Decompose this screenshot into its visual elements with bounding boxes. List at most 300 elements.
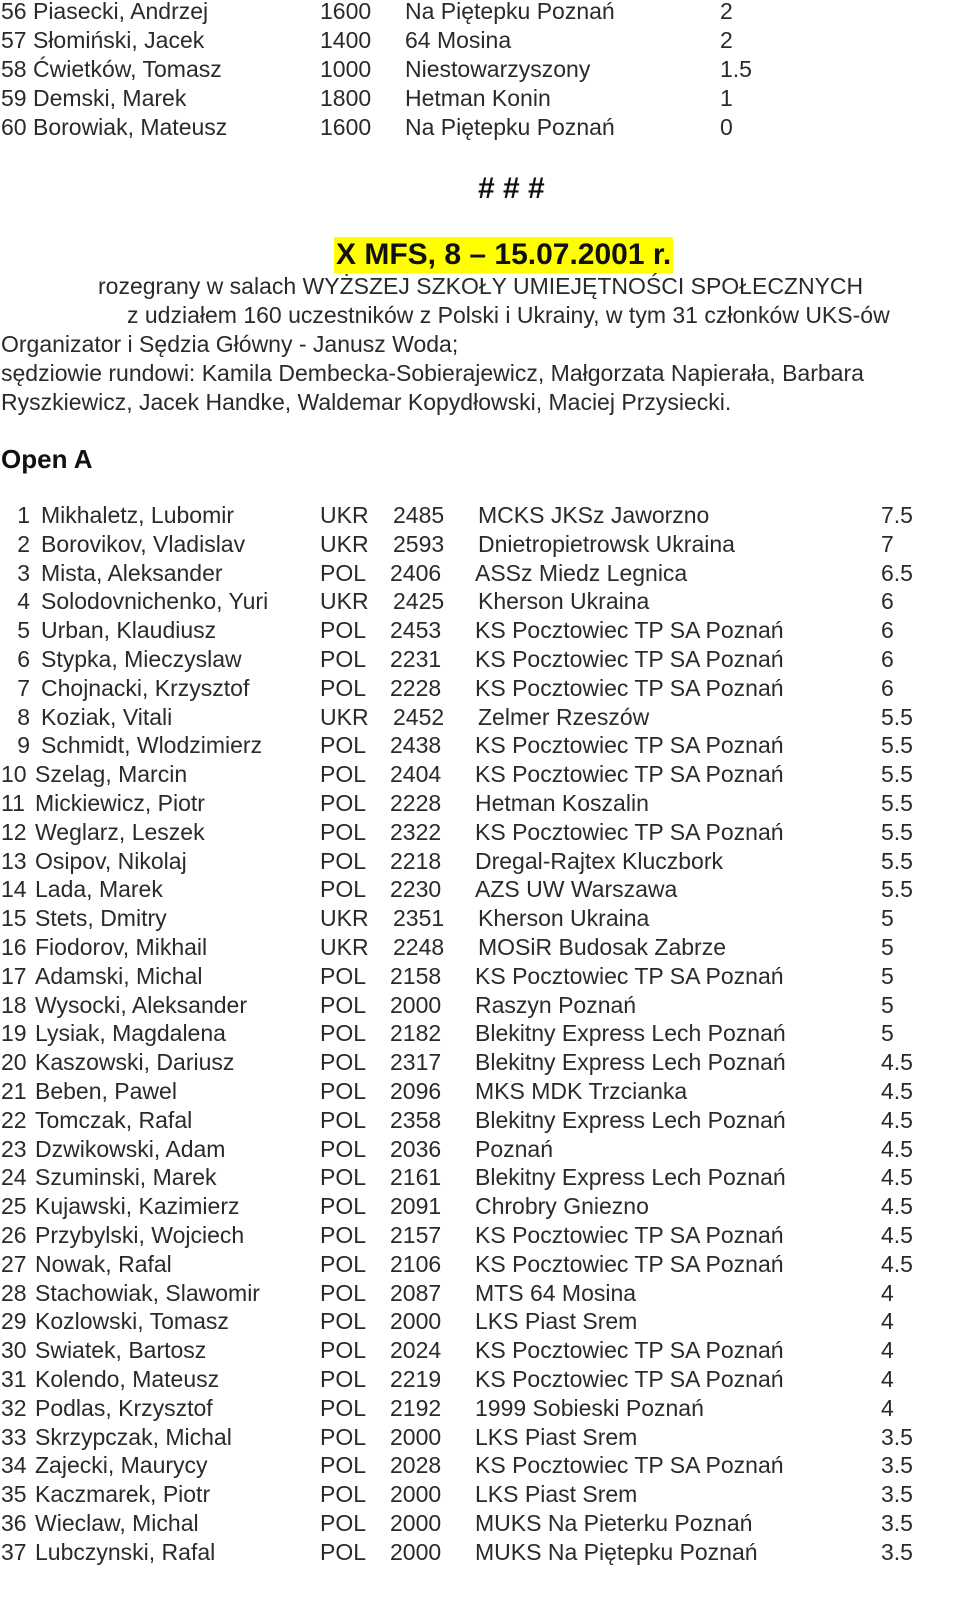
- result-points: 3.5: [881, 1452, 913, 1479]
- result-points: 4.5: [881, 1222, 913, 1248]
- result-player-name: Kaszowski, Dariusz: [35, 1049, 235, 1076]
- result-rank: 18: [1, 991, 27, 1018]
- result-club: MKS MDK Trzcianka: [475, 1078, 688, 1104]
- result-row: [0, 789, 960, 818]
- result-row: [0, 962, 960, 991]
- result-row: [0, 1394, 960, 1423]
- result-country: POL: [320, 1279, 367, 1306]
- result-rating: 2438: [390, 732, 442, 759]
- result-rank: 33: [1, 1423, 27, 1450]
- result-rank: 4: [17, 588, 30, 615]
- event-arbiters-line: sędziowie rundowi: Kamila Dembecka-Sobierajewicz, Małgorzata Napierała, Barbara: [1, 360, 864, 386]
- result-points: 4.5: [881, 1078, 913, 1104]
- result-row: [0, 1019, 960, 1048]
- result-rating: 2000: [390, 1510, 442, 1536]
- previous-result-club: Na Piętерku Poznań: [405, 114, 615, 140]
- result-club: KS Pocztowiec TP SA Poznań: [475, 1366, 784, 1392]
- result-row: [0, 587, 960, 616]
- result-points: 5: [881, 991, 894, 1018]
- result-player-name: Chojnacki, Krzysztof: [41, 674, 250, 701]
- result-row: [0, 933, 960, 962]
- result-row: [0, 559, 960, 588]
- result-points: 5: [881, 934, 894, 960]
- result-rating: 2453: [390, 617, 442, 644]
- result-rating: 2000: [390, 1481, 442, 1508]
- result-rating: 2087: [390, 1279, 442, 1306]
- result-country: POL: [320, 1164, 367, 1191]
- result-rank: 9: [17, 732, 30, 759]
- result-country: POL: [320, 559, 367, 586]
- result-points: 3.5: [881, 1510, 913, 1536]
- previous-result-player: [1, 0, 208, 26]
- result-rating: 2231: [390, 646, 442, 672]
- result-rank: 32: [1, 1394, 27, 1421]
- result-country: POL: [320, 1020, 367, 1047]
- result-rating: 2230: [390, 876, 442, 903]
- result-points: 5: [881, 962, 894, 989]
- result-player-name: Koziak, Vitali: [41, 703, 173, 730]
- result-rank: 28: [1, 1279, 27, 1306]
- result-player-name: Lada, Marek: [35, 876, 163, 903]
- result-rank: 10: [1, 761, 27, 788]
- result-rank: 31: [1, 1366, 27, 1392]
- result-rank: 19: [1, 1020, 27, 1047]
- result-club: Chrobry Gniezno: [475, 1193, 649, 1220]
- result-points: 4: [881, 1394, 894, 1421]
- result-country: POL: [320, 876, 367, 903]
- result-points: 4.5: [881, 1049, 913, 1076]
- result-rating: 2028: [390, 1452, 442, 1479]
- result-club: Kherson Ukraina: [478, 588, 650, 615]
- result-row: [0, 1365, 960, 1394]
- previous-result-player: [1, 26, 204, 55]
- result-row: [0, 1048, 960, 1077]
- result-player-name: Schmidt, Wlodzimierz: [41, 732, 263, 759]
- result-row: [0, 703, 960, 732]
- result-rank: 23: [1, 1135, 27, 1162]
- previous-result-player: [1, 55, 222, 84]
- section-separator: # # #: [478, 172, 545, 205]
- result-rating: 2000: [390, 1423, 442, 1450]
- result-rating: 2358: [390, 1106, 442, 1133]
- result-row: [0, 1106, 960, 1135]
- result-country: UKR: [320, 530, 369, 557]
- previous-result-club: 64 Mosina: [405, 27, 512, 53]
- result-player-name: Kolendo, Mateusz: [35, 1366, 220, 1392]
- result-rank: 34: [1, 1452, 27, 1479]
- result-club: MOSiR Budosak Zabrze: [478, 934, 726, 960]
- previous-result-row: [0, 113, 960, 142]
- previous-result-points: 2: [720, 0, 733, 24]
- result-row: [0, 1538, 960, 1567]
- result-rank: 7: [17, 674, 30, 701]
- result-points: 6.5: [881, 559, 913, 586]
- result-country: POL: [320, 1106, 367, 1133]
- result-player-name: Stets, Dmitry: [35, 905, 167, 932]
- result-club: KS Pocztowiec TP SA Poznań: [475, 1250, 784, 1277]
- result-rating: 2228: [390, 790, 442, 816]
- result-rating: 2182: [390, 1020, 442, 1047]
- result-country: UKR: [320, 703, 369, 730]
- result-club: Blekitny Express Lech Poznań: [475, 1020, 786, 1047]
- previous-result-player: [1, 113, 227, 142]
- result-rank: 12: [1, 818, 27, 845]
- section-title-open-a: Open A: [1, 444, 93, 474]
- result-player-name: Kozlowski, Tomasz: [35, 1308, 229, 1335]
- result-points: 5.5: [881, 761, 913, 788]
- result-club: KS Pocztowiec TP SA Poznań: [475, 1222, 784, 1248]
- result-points: 4.5: [881, 1106, 913, 1133]
- result-rank: 30: [1, 1337, 27, 1364]
- result-player-name: Mista, Aleksander: [41, 559, 223, 586]
- result-club: Dnietropietrowsk Ukraina: [478, 530, 735, 557]
- result-rating: 2485: [393, 502, 445, 528]
- result-row: [0, 1135, 960, 1164]
- result-club: KS Pocztowiec TP SA Poznań: [475, 674, 784, 701]
- result-player-name: Urban, Klaudiusz: [41, 617, 217, 644]
- result-country: UKR: [320, 934, 369, 960]
- previous-result-rank: 59: [1, 85, 27, 111]
- result-points: 5.5: [881, 703, 913, 730]
- previous-result-points: 0: [720, 114, 733, 140]
- result-row: [0, 991, 960, 1020]
- result-rank: 17: [1, 962, 27, 989]
- result-player-name: Wysocki, Aleksander: [35, 991, 247, 1018]
- result-row: [0, 1192, 960, 1221]
- event-arbiters-line-continued: Ryszkiewicz, Jacek Handke, Waldemar Kopydłowski, Maciej Przysiecki.: [1, 389, 732, 415]
- result-rating: 2452: [393, 703, 445, 730]
- result-row: [0, 501, 960, 530]
- previous-result-rank: 56: [1, 0, 27, 24]
- result-player-name: Lysiak, Magdalena: [35, 1020, 226, 1047]
- result-rank: 24: [1, 1164, 27, 1191]
- result-rank: 15: [1, 905, 27, 932]
- result-club: Poznań: [475, 1135, 554, 1162]
- result-rating: 2096: [390, 1078, 442, 1104]
- result-points: 4: [881, 1366, 894, 1392]
- result-row: [0, 760, 960, 789]
- result-row: [0, 1451, 960, 1480]
- result-country: POL: [320, 1135, 367, 1162]
- result-rank: 13: [1, 847, 27, 874]
- previous-result-row: [0, 55, 960, 84]
- result-country: UKR: [320, 905, 369, 932]
- previous-result-rank: 58: [1, 56, 27, 82]
- result-player-name: Skrzypczak, Michal: [35, 1423, 232, 1450]
- previous-result-rating: 1400: [320, 27, 372, 53]
- result-club: KS Pocztowiec TP SA Poznań: [475, 1337, 784, 1364]
- result-points: 4: [881, 1337, 894, 1364]
- result-points: 3.5: [881, 1481, 913, 1508]
- previous-result-club: Niestowarzyszony: [405, 56, 591, 82]
- result-row: [0, 645, 960, 674]
- result-country: POL: [320, 1308, 367, 1335]
- result-rating: 2000: [390, 1538, 442, 1565]
- result-points: 3.5: [881, 1538, 913, 1565]
- result-club: Blekitny Express Lech Poznań: [475, 1164, 786, 1191]
- result-player-name: Podlas, Krzysztof: [35, 1394, 213, 1421]
- result-points: 6: [881, 674, 894, 701]
- result-points: 4.5: [881, 1193, 913, 1220]
- event-organizer-line: Organizator i Sędzia Główny - Janusz Woda;: [1, 331, 459, 357]
- result-points: 4: [881, 1279, 894, 1306]
- result-rank: 35: [1, 1481, 27, 1508]
- result-rating: 2000: [390, 1308, 442, 1335]
- previous-result-rank: 60: [1, 114, 27, 140]
- result-country: POL: [320, 1049, 367, 1076]
- result-club: KS Pocztowiec TP SA Poznań: [475, 761, 784, 788]
- result-country: POL: [320, 1250, 367, 1277]
- result-rank: 14: [1, 876, 27, 903]
- result-club: KS Pocztowiec TP SA Poznań: [475, 617, 784, 644]
- result-club: Zelmer Rzeszów: [478, 703, 650, 730]
- result-country: UKR: [320, 588, 369, 615]
- result-player-name: Mickiewicz, Piotr: [35, 790, 205, 816]
- result-rating: 2219: [390, 1366, 442, 1392]
- result-rating: 2091: [390, 1193, 442, 1220]
- result-rank: 2: [17, 530, 30, 557]
- result-rank: 16: [1, 934, 27, 960]
- previous-result-points: 2: [720, 27, 733, 53]
- result-points: 6: [881, 617, 894, 644]
- previous-result-rating: 1000: [320, 56, 372, 82]
- previous-result-name: Demski, Marek: [32, 85, 187, 111]
- result-club: Raszyn Poznań: [475, 991, 637, 1018]
- result-country: POL: [320, 991, 367, 1018]
- result-rank: 22: [1, 1106, 27, 1133]
- result-points: 3.5: [881, 1423, 913, 1450]
- result-club: 1999 Sobieski Poznań: [475, 1394, 704, 1421]
- result-rating: 2036: [390, 1135, 442, 1162]
- result-row: [0, 530, 960, 559]
- result-club: LKS Piast Srem: [475, 1308, 638, 1335]
- result-club: MUKS Na Piętерku Poznań: [475, 1538, 758, 1565]
- result-country: POL: [320, 1538, 367, 1565]
- result-row: [0, 818, 960, 847]
- result-country: POL: [320, 732, 367, 759]
- result-rank: 26: [1, 1222, 27, 1248]
- result-points: 5.5: [881, 876, 913, 903]
- result-country: POL: [320, 761, 367, 788]
- result-country: UKR: [320, 502, 369, 528]
- previous-result-row: [0, 84, 960, 113]
- previous-result-points: 1: [720, 85, 733, 111]
- result-rank: 27: [1, 1250, 27, 1277]
- result-rank: 29: [1, 1308, 27, 1335]
- result-rating: 2228: [390, 674, 442, 701]
- previous-result-player: [1, 84, 186, 113]
- result-club: KS Pocztowiec TP SA Poznań: [475, 818, 784, 845]
- result-country: POL: [320, 1481, 367, 1508]
- result-rank: 36: [1, 1510, 27, 1536]
- result-rating: 2192: [390, 1394, 442, 1421]
- previous-result-club: Na Piętерku Poznań: [405, 0, 615, 24]
- result-country: POL: [320, 1423, 367, 1450]
- result-player-name: Kujawski, Kazimierz: [35, 1193, 240, 1220]
- result-rating: 2404: [390, 761, 442, 788]
- result-player-name: Nowak, Rafal: [35, 1250, 172, 1277]
- result-points: 4.5: [881, 1135, 913, 1162]
- result-rank: 6: [17, 646, 30, 672]
- result-rank: 37: [1, 1538, 27, 1565]
- result-row: [0, 616, 960, 645]
- result-country: POL: [320, 1337, 367, 1364]
- result-player-name: Solodovnichenko, Yuri: [41, 588, 269, 615]
- result-points: 4.5: [881, 1250, 913, 1277]
- result-player-name: Tomczak, Rafal: [35, 1106, 193, 1133]
- result-country: POL: [320, 790, 367, 816]
- result-player-name: Fiodorov, Mikhail: [35, 934, 208, 960]
- result-country: POL: [320, 962, 367, 989]
- result-row: [0, 1307, 960, 1336]
- result-player-name: Szuminski, Marek: [35, 1164, 217, 1191]
- result-country: POL: [320, 818, 367, 845]
- result-points: 5.5: [881, 847, 913, 874]
- result-club: KS Pocztowiec TP SA Poznań: [475, 1452, 784, 1479]
- result-points: 5.5: [881, 818, 913, 845]
- result-player-name: Zajecki, Maurycy: [35, 1452, 208, 1479]
- result-player-name: Mikhaletz, Lubomir: [41, 502, 235, 528]
- result-rating: 2406: [390, 559, 442, 586]
- result-points: 5.5: [881, 790, 913, 816]
- result-rank: 21: [1, 1078, 27, 1104]
- result-player-name: Wieclaw, Michal: [35, 1510, 199, 1536]
- result-player-name: Swiatek, Bartosz: [35, 1337, 207, 1364]
- result-player-name: Lubczynski, Rafal: [35, 1538, 216, 1565]
- result-rank: 11: [1, 790, 25, 816]
- result-row: [0, 1509, 960, 1538]
- result-country: POL: [320, 674, 367, 701]
- result-row: [0, 875, 960, 904]
- result-points: 5: [881, 905, 894, 932]
- result-club: KS Pocztowiec TP SA Poznań: [475, 962, 784, 989]
- result-points: 4: [881, 1308, 894, 1335]
- result-rating: 2158: [390, 962, 442, 989]
- result-row: [0, 731, 960, 760]
- result-points: 6: [881, 588, 894, 615]
- result-country: POL: [320, 1366, 367, 1392]
- previous-result-row: [0, 26, 960, 55]
- result-club: AZS UW Warszawa: [475, 876, 678, 903]
- event-venue-line: rozegrany w salach WYŻSZEJ SZKOŁY UMIEJĘTNOŚCI SPOŁECZNYCH: [98, 273, 864, 299]
- result-club: ASSz Miedz Legnica: [475, 559, 688, 586]
- result-club: LKS Piast Srem: [475, 1423, 638, 1450]
- result-rating: 2218: [390, 847, 442, 874]
- previous-result-name: Ćwietków, Tomasz: [32, 56, 222, 82]
- result-points: 7.5: [881, 502, 913, 528]
- previous-result-rating: 1600: [320, 0, 372, 24]
- result-club: KS Pocztowiec TP SA Poznań: [475, 732, 784, 759]
- result-row: [0, 674, 960, 703]
- result-club: MUKS Na Pieterku Poznań: [475, 1510, 753, 1536]
- result-row: [0, 1480, 960, 1509]
- result-player-name: Stypka, Mieczyslaw: [41, 646, 242, 672]
- result-row: [0, 1221, 960, 1250]
- result-club: Blekitny Express Lech Poznań: [475, 1106, 786, 1133]
- result-club: Kherson Ukraina: [478, 905, 650, 932]
- result-player-name: Borovikov, Vladislav: [41, 530, 246, 557]
- previous-result-rating: 1600: [320, 114, 372, 140]
- result-player-name: Osipov, Nikolaj: [35, 847, 187, 874]
- result-club: MTS 64 Mosina: [475, 1279, 637, 1306]
- previous-result-name: Borowiak, Mateusz: [32, 114, 228, 140]
- result-rank: 5: [17, 617, 30, 644]
- result-rank: 8: [17, 703, 30, 730]
- previous-result-club: Hetman Konin: [405, 85, 551, 111]
- result-rank: 1: [17, 502, 30, 528]
- previous-result-points: 1.5: [720, 56, 752, 82]
- result-points: 5.5: [881, 732, 913, 759]
- result-rating: 2425: [393, 588, 445, 615]
- result-player-name: Przybylski, Wojciech: [35, 1222, 245, 1248]
- result-row: [0, 1250, 960, 1279]
- result-rating: 2000: [390, 991, 442, 1018]
- result-rating: 2024: [390, 1337, 442, 1364]
- result-country: POL: [320, 1193, 367, 1220]
- result-club: Dregal-Rajtex Kluczbork: [475, 847, 723, 874]
- result-country: POL: [320, 1394, 367, 1421]
- result-points: 4.5: [881, 1164, 913, 1191]
- result-country: POL: [320, 847, 367, 874]
- result-player-name: Stachowiak, Slawomir: [35, 1279, 260, 1306]
- result-player-name: Beben, Pawel: [35, 1078, 177, 1104]
- result-points: 7: [881, 530, 894, 557]
- result-player-name: Adamski, Michal: [35, 962, 203, 989]
- result-row: [0, 1279, 960, 1308]
- result-row: [0, 1077, 960, 1106]
- result-row: [0, 847, 960, 876]
- previous-result-rating: 1800: [320, 85, 372, 111]
- result-country: POL: [320, 617, 367, 644]
- result-club: LKS Piast Srem: [475, 1481, 638, 1508]
- result-player-name: Weglarz, Leszek: [35, 818, 205, 845]
- result-rank: 25: [1, 1193, 27, 1220]
- result-row: [0, 904, 960, 933]
- previous-result-name: Słomiński, Jacek: [32, 27, 205, 53]
- result-rank: 3: [17, 559, 30, 586]
- result-row: [0, 1163, 960, 1192]
- result-rank: 20: [1, 1049, 27, 1076]
- result-points: 5: [881, 1020, 894, 1047]
- result-club: KS Pocztowiec TP SA Poznań: [475, 646, 784, 672]
- result-rating: 2161: [390, 1164, 442, 1191]
- result-country: POL: [320, 1510, 367, 1536]
- result-rating: 2157: [390, 1222, 442, 1248]
- previous-result-name: Piasecki, Andrzej: [32, 0, 209, 24]
- result-country: POL: [320, 1222, 367, 1248]
- result-club: Blekitny Express Lech Poznań: [475, 1049, 786, 1076]
- result-club: MCKS JKSz Jaworzno: [478, 502, 710, 528]
- result-player-name: Szelag, Marcin: [35, 761, 188, 788]
- result-rating: 2106: [390, 1250, 442, 1277]
- result-rating: 2593: [393, 530, 445, 557]
- result-country: POL: [320, 1452, 367, 1479]
- event-participants-line: z udziałem 160 uczestników z Polski i Ukrainy, w tym 31 członków UKS-ów: [127, 302, 890, 328]
- result-rating: 2317: [390, 1049, 442, 1076]
- result-rating: 2248: [393, 934, 445, 960]
- result-player-name: Kaczmarek, Piotr: [35, 1481, 211, 1508]
- result-row: [0, 1336, 960, 1365]
- result-points: 6: [881, 646, 894, 672]
- result-country: POL: [320, 1078, 367, 1104]
- result-club: Hetman Koszalin: [475, 790, 649, 816]
- event-title: X MFS, 8 – 15.07.2001 r.: [336, 238, 672, 271]
- result-rating: 2322: [390, 818, 442, 845]
- result-player-name: Dzwikowski, Adam: [35, 1135, 226, 1162]
- result-rating: 2351: [393, 905, 445, 932]
- result-row: [0, 1423, 960, 1452]
- previous-result-rank: 57: [1, 27, 27, 53]
